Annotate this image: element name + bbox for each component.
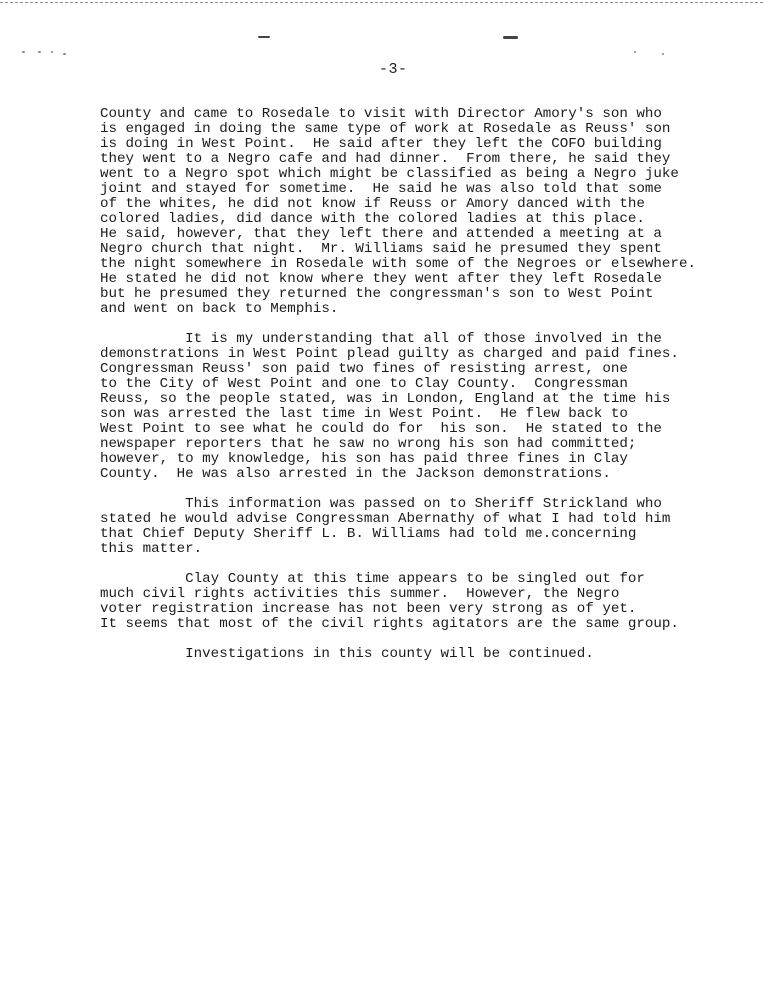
- text-line: He said, however, that they left there and attended a meeting at a: [100, 226, 662, 242]
- text-line: stated he would advise Congressman Abernathy of what I had told him: [100, 511, 671, 527]
- text-line: but he presumed they returned the congressman's son to West Point: [100, 286, 654, 302]
- text-line: joint and stayed for sometime. He said he was also told that some: [100, 181, 662, 197]
- text-line: demonstrations in West Point plead guilty as charged and paid fines.: [100, 346, 679, 362]
- page-number: -3-: [379, 61, 408, 78]
- text-line: is engaged in doing the same type of work at Rosedale as Reuss' son: [100, 121, 671, 137]
- text-line: son was arrested the last time in West Point. He flew back to: [100, 406, 628, 422]
- scan-speck-1: [22, 51, 25, 53]
- text-line: He stated he did not know where they went after they left Rosedale: [100, 271, 662, 287]
- scan-speck-2: [38, 51, 41, 53]
- text-line: this matter.: [100, 541, 203, 557]
- paragraph-5: [100, 647, 750, 662]
- text-line: newspaper reporters that he saw no wrong his son had committed;: [100, 436, 637, 452]
- text-line: It is my understanding that all of those involved in the: [100, 331, 662, 347]
- scan-speck-4: [63, 53, 66, 55]
- scan-mark-2: [503, 36, 518, 39]
- text-line: Negro church that night. Mr. Williams said he presumed they spent: [100, 241, 662, 257]
- scan-speck-5: [634, 51, 636, 53]
- paragraph-2: [100, 332, 750, 482]
- text-line: West Point to see what he could do for his son. He stated to the: [100, 421, 662, 437]
- text-line: colored ladies, did dance with the colored ladies at this place.: [100, 211, 645, 227]
- text-line: Clay County at this time appears to be singled out for: [100, 571, 645, 587]
- text-line: of the whites, he did not know if Reuss or Amory danced with the: [100, 196, 645, 212]
- page-top-border: [0, 2, 763, 3]
- scan-mark-1: [258, 36, 270, 38]
- text-line: is doing in West Point. He said after they left the COFO building: [100, 136, 662, 152]
- text-line: County and came to Rosedale to visit with Director Amory's son who: [100, 106, 662, 122]
- paragraph-3: [100, 497, 750, 557]
- paragraph-1: [100, 107, 750, 317]
- text-line: County. He was also arrested in the Jackson demonstrations.: [100, 466, 611, 482]
- text-line: that Chief Deputy Sheriff L. B. Williams had told me.concerning: [100, 526, 637, 542]
- paragraph-4: [100, 572, 750, 632]
- text-line: and went on back to Memphis.: [100, 301, 339, 317]
- text-line: to the City of West Point and one to Clay County. Congressman: [100, 376, 628, 392]
- text-line: Congressman Reuss' son paid two fines of resisting arrest, one: [100, 361, 628, 377]
- text-line: It seems that most of the civil rights agitators are the same group.: [100, 616, 679, 632]
- text-line: Reuss, so the people stated, was in London, England at the time his: [100, 391, 671, 407]
- text-line: Investigations in this county will be continued.: [100, 646, 594, 662]
- text-line: went to a Negro spot which might be classified as being a Negro juke: [100, 166, 679, 182]
- scan-speck-6: [662, 53, 664, 55]
- text-line: much civil rights activities this summer. However, the Negro: [100, 586, 620, 602]
- text-line: This information was passed on to Sheriff Strickland who: [100, 496, 662, 512]
- text-line: they went to a Negro cafe and had dinner. From there, he said they: [100, 151, 671, 167]
- scan-speck-3: [51, 51, 53, 53]
- text-line: voter registration increase has not been very strong as of yet.: [100, 601, 637, 617]
- document-body: [100, 107, 750, 677]
- text-line: however, to my knowledge, his son has paid three fines in Clay: [100, 451, 628, 467]
- text-line: the night somewhere in Rosedale with some of the Negroes or elsewhere.: [100, 256, 696, 272]
